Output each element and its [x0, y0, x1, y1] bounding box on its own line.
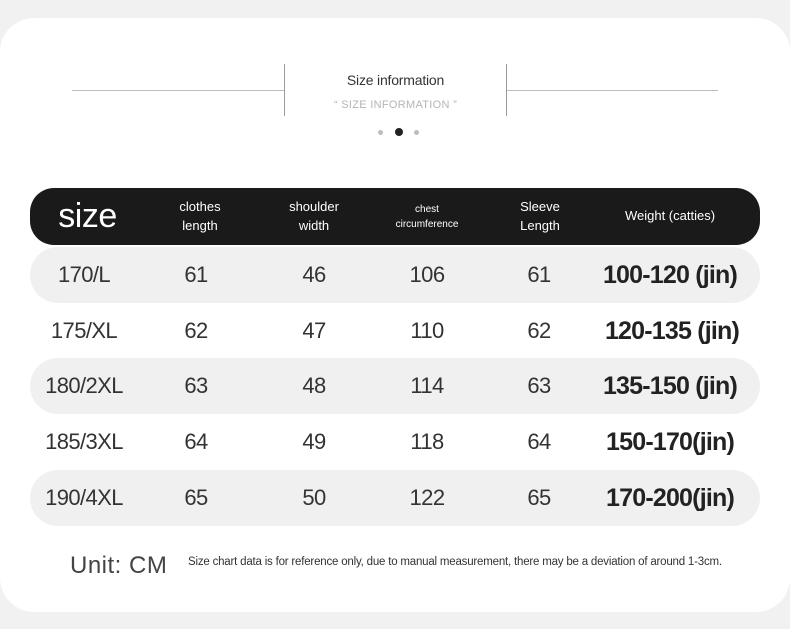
cell-size: 190/4XL	[45, 485, 123, 510]
cell-weight: 135-150 (jin)	[602, 371, 738, 400]
cell-sleeve: 63	[527, 373, 551, 398]
cell-size: 185/3XL	[45, 429, 123, 454]
cell-shoulder: 47	[302, 318, 326, 343]
title-divider-right	[507, 90, 718, 91]
cell-weight: 170-200(jin)	[606, 483, 734, 512]
header-shoulder-width: shoulder width	[289, 198, 339, 233]
cell-sleeve: 64	[527, 429, 551, 454]
header-weight: Weight (catties)	[624, 208, 716, 224]
cell-weight: 100-120 (jin)	[602, 260, 738, 289]
page-subtitle: “ SIZE INFORMATION ”	[333, 99, 458, 111]
dot-2-active	[395, 128, 403, 136]
cell-length: 61	[184, 262, 208, 287]
table-header	[30, 188, 760, 245]
cell-sleeve: 65	[527, 485, 551, 510]
cell-shoulder: 50	[302, 485, 326, 510]
cell-shoulder: 48	[302, 373, 326, 398]
disclaimer-note: Size chart data is for reference only, due to manual measurement, there may be a deviation of around 1-3cm.	[188, 556, 722, 568]
pagination-dots	[376, 128, 422, 138]
cell-length: 62	[184, 318, 208, 343]
cell-chest: 118	[410, 429, 444, 454]
cell-weight: 120-135 (jin)	[604, 316, 740, 345]
header-clothes-length: clothes length	[179, 198, 221, 233]
cell-shoulder: 49	[302, 429, 326, 454]
size-chart-card	[0, 18, 790, 612]
cell-chest: 122	[409, 485, 445, 510]
dot-1	[378, 130, 383, 135]
cell-sleeve: 61	[527, 262, 551, 287]
header-chest-circumference: chest circumference	[395, 203, 459, 230]
cell-size: 180/2XL	[45, 373, 123, 398]
cell-shoulder: 46	[302, 262, 326, 287]
unit-label: Unit: CM	[70, 552, 168, 579]
cell-chest: 114	[410, 373, 444, 398]
cell-size: 170/L	[57, 262, 111, 287]
table-row	[30, 247, 760, 303]
cell-sleeve: 62	[527, 318, 551, 343]
cell-chest: 110	[410, 318, 444, 343]
table-row	[30, 358, 760, 414]
cell-length: 64	[184, 429, 208, 454]
title-section	[0, 18, 790, 158]
header-size: size	[58, 196, 117, 235]
table-row	[30, 303, 760, 359]
cell-weight: 150-170(jin)	[606, 427, 734, 456]
cell-length: 65	[184, 485, 208, 510]
dot-3	[414, 130, 419, 135]
header-sleeve-length: Sleeve Length	[520, 198, 560, 233]
page-title: Size information	[346, 72, 445, 88]
cell-chest: 106	[409, 262, 445, 287]
cell-size: 175/XL	[50, 318, 118, 343]
title-divider-left	[72, 90, 284, 91]
table-row	[30, 470, 760, 526]
cell-length: 63	[184, 373, 208, 398]
table-row	[30, 414, 760, 470]
